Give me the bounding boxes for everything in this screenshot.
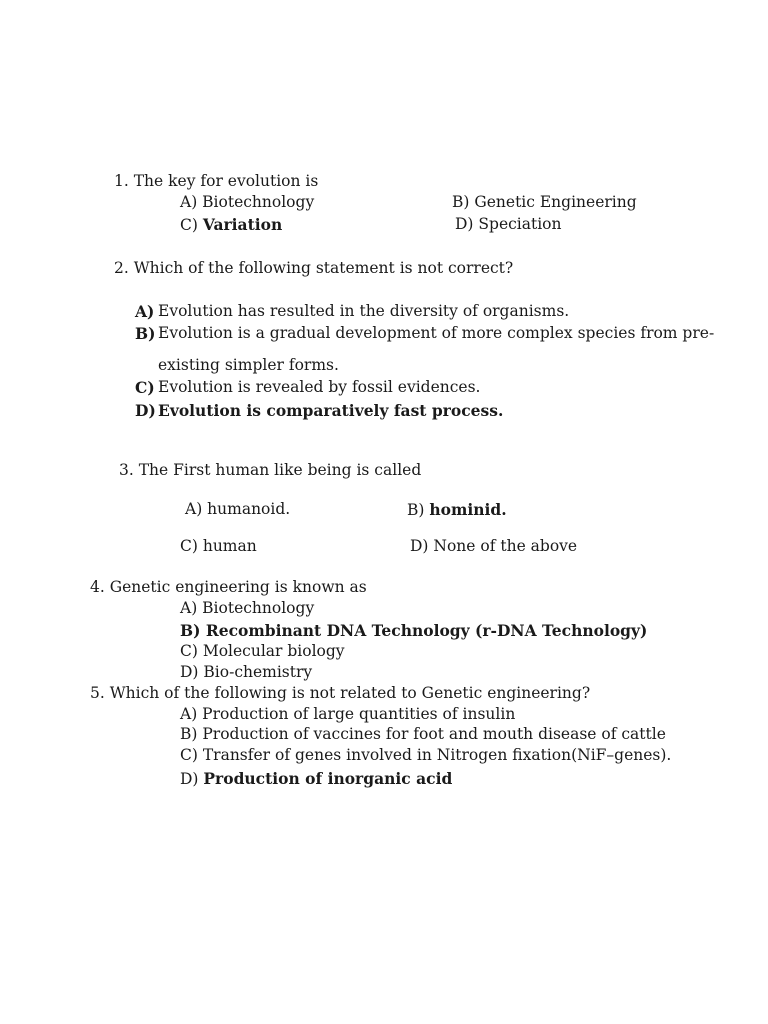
option-prefix: C)	[180, 216, 203, 234]
question-1-option-d: D) Speciation	[455, 215, 562, 233]
question-2-stem: 2. Which of the following statement is not correct?	[114, 259, 514, 277]
question-5-option-d	[180, 771, 452, 788]
question-2-answer: Evolution is comparatively fast process.	[158, 401, 504, 420]
question-1-option-c	[180, 217, 282, 234]
question-3-option-c: C) human	[180, 537, 257, 555]
question-5-answer: Production of inorganic acid	[203, 769, 453, 788]
question-5-option-a: A) Production of large quantities of insulin	[180, 705, 516, 723]
question-4-stem: 4. Genetic engineering is known as	[90, 578, 367, 596]
question-1-option-b: B) Genetic Engineering	[452, 193, 637, 211]
question-4-answer: B) Recombinant DNA Technology (r-DNA Technology)	[180, 621, 648, 640]
question-1-option-a: A) Biotechnology	[180, 193, 315, 211]
option-letter: A)	[135, 302, 155, 321]
question-1-answer: Variation	[202, 215, 283, 234]
question-5-stem: 5. Which of the following is not related to Genetic engineering?	[90, 684, 591, 702]
question-3-option-b	[407, 502, 507, 519]
question-3-option-a: A) humanoid.	[185, 500, 291, 518]
option-prefix: D)	[180, 770, 204, 788]
question-3-answer: hominid.	[429, 500, 507, 519]
question-5-option-c: C) Transfer of genes involved in Nitrogen fixation(NiF–genes).	[180, 746, 672, 764]
option-letter: C)	[135, 378, 155, 397]
option-letter: B)	[135, 324, 156, 343]
question-2-option-b: Evolution is a gradual development of more complex species from pre-	[158, 324, 715, 342]
option-letter: D)	[135, 401, 156, 420]
question-1-stem: 1. The key for evolution is	[114, 172, 319, 190]
question-4-option-d: D) Bio-chemistry	[180, 663, 313, 681]
question-4-option-a: A) Biotechnology	[180, 599, 315, 617]
option-prefix: B)	[407, 501, 430, 519]
question-4-option-c: C) Molecular biology	[180, 642, 345, 660]
question-2-option-a: Evolution has resulted in the diversity of organisms.	[158, 302, 570, 320]
question-3-option-d: D) None of the above	[410, 537, 578, 555]
question-3-stem: 3. The First human like being is called	[119, 461, 422, 479]
question-2-option-c: Evolution is revealed by fossil evidences.	[158, 378, 481, 396]
question-5-option-b: B) Production of vaccines for foot and mouth disease of cattle	[180, 725, 666, 743]
question-2-option-b-continuation: existing simpler forms.	[158, 356, 339, 374]
